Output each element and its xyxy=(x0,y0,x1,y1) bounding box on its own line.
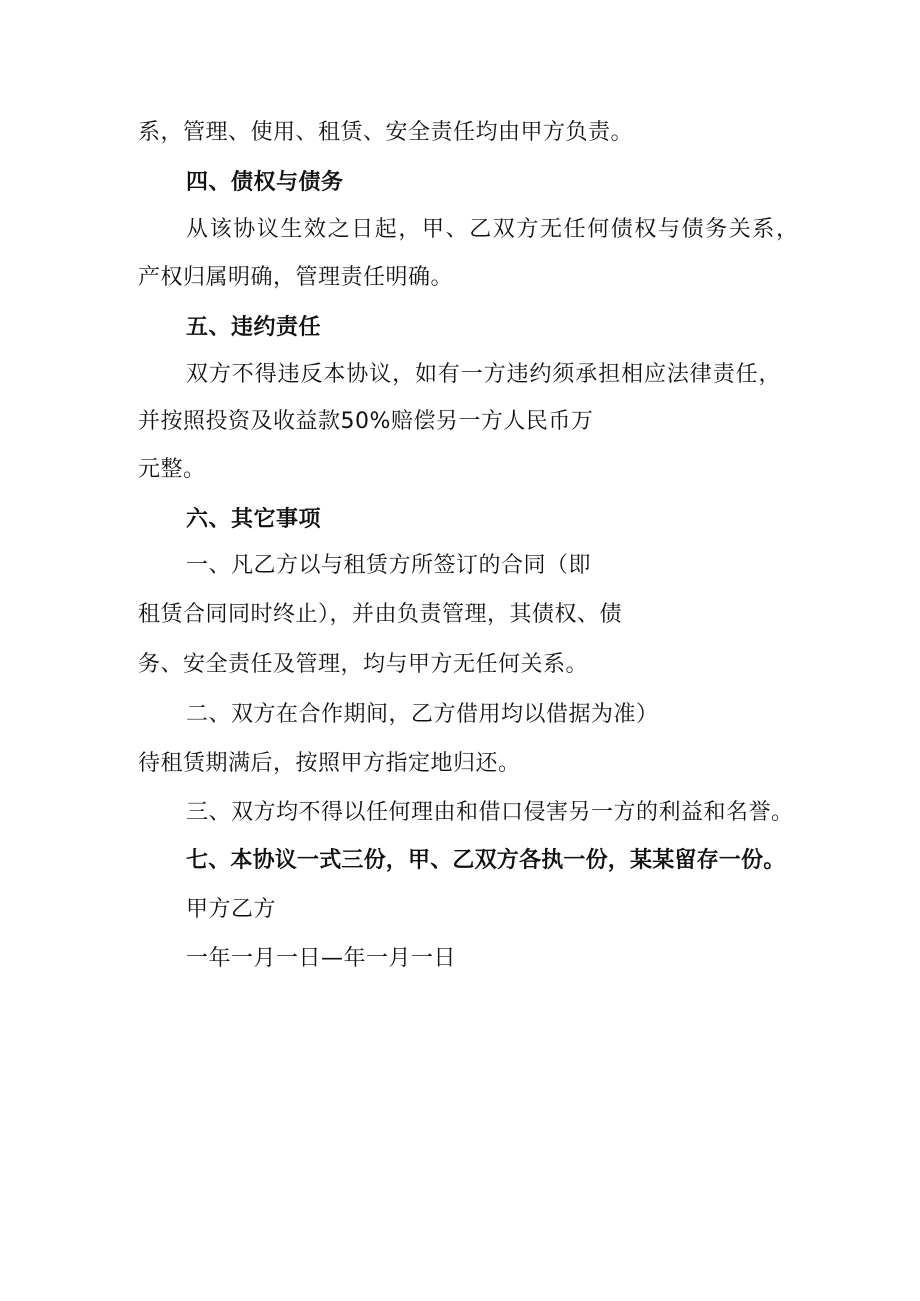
paragraph-line: 从该协议生效之日起，甲、乙双方无任何债权与债务关系， xyxy=(186,217,800,242)
paragraph-line: 租赁合同同时终止），并由负责管理，其债权、债 xyxy=(138,602,623,627)
paragraph-line: 元整。 xyxy=(138,457,206,482)
paragraph-line: 系，管理、使用、租赁、安全责任均由甲方负责。 xyxy=(138,120,634,145)
paragraph-line: 务、安全责任及管理，均与甲方无任何关系。 xyxy=(138,652,589,677)
paragraph-line: 二、双方在合作期间，乙方借用均以借据为准） xyxy=(186,702,659,727)
section-heading-breach: 五、违约责任 xyxy=(186,315,322,340)
paragraph-line: 双方不得违反本协议，如有一方违约须承担相应法律责任， xyxy=(186,362,782,387)
paragraph-line: 一、凡乙方以与租赁方所签订的合同（即 xyxy=(186,553,592,578)
paragraph-line: 三、双方均不得以任何理由和借口侵害另一方的利益和名誉。 xyxy=(186,800,794,825)
paragraph-line: 产权归属明确，管理责任明确。 xyxy=(138,265,454,290)
section-heading-other: 六、其它事项 xyxy=(186,507,322,532)
signature-parties: 甲方乙方 xyxy=(186,897,277,922)
section-heading-debt: 四、债权与债务 xyxy=(186,170,344,195)
paragraph-line: 并按照投资及收益款50%赔偿另一方人民币万 xyxy=(138,409,594,434)
section-heading-copies: 七、本协议一式三份，甲、乙双方各执一份，某某留存一份。 xyxy=(186,848,786,873)
paragraph-line: 待租赁期满后，按照甲方指定地归还。 xyxy=(138,751,521,776)
signature-dates: 一年一月一日—年一月一日 xyxy=(186,946,457,971)
